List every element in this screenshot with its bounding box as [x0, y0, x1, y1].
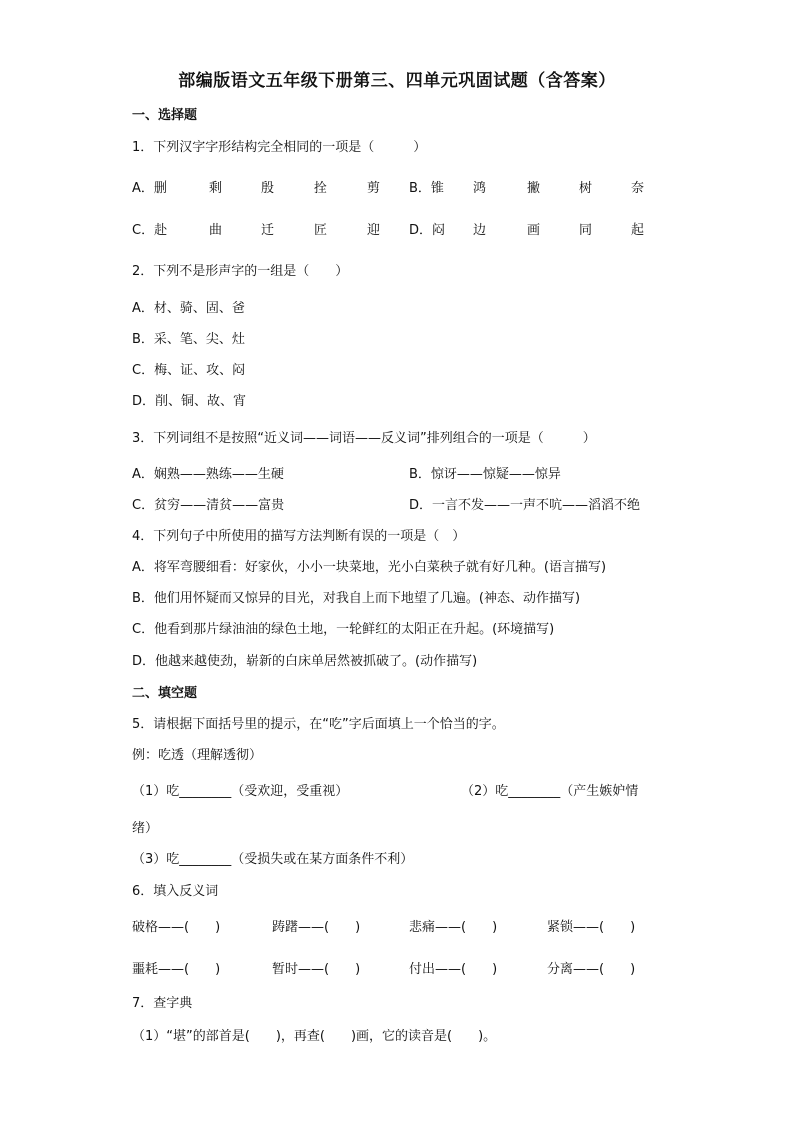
antonym-blank: 暂时——( ): [272, 962, 361, 977]
question-4-option-a: A．将军弯腰细看：好家伙，小小一块菜地，光小白菜秧子就有好几种。(语言描写): [132, 560, 607, 575]
option-cell: C．赴: [132, 223, 168, 238]
option-cell: 拴: [314, 181, 328, 196]
question-5-item-2: （2）吃________（产生嫉妒情: [461, 784, 639, 799]
question-2-option-c: C．梅、证、攻、闷: [132, 363, 246, 378]
question-4-option-c: C．他看到那片绿油油的绿色土地，一轮鲜红的太阳正在升起。(环境描写): [132, 622, 555, 637]
option-cell: 树: [579, 181, 593, 196]
option-cell: 匠: [314, 223, 328, 238]
option-cell: 迁: [261, 223, 275, 238]
question-3-option-a: A．娴熟——熟练——生硬: [132, 467, 284, 482]
option-cell: 画: [527, 223, 541, 238]
question-1-stem: 1．下列汉字字形结构完全相同的一项是（ ）: [132, 140, 427, 155]
option-cell: 同: [579, 223, 593, 238]
section-heading-fill: 二、填空题: [132, 686, 198, 701]
option-cell: 起: [631, 223, 645, 238]
option-cell: 边: [473, 223, 487, 238]
question-1-row-ab: [132, 177, 672, 197]
page-title: 部编版语文五年级下册第三、四单元巩固试题（含答案）: [178, 71, 616, 91]
question-4-stem: 4．下列句子中所使用的描写方法判断有误的一项是（ ）: [132, 529, 466, 544]
option-cell: B．锥: [409, 181, 444, 196]
antonym-blank: 破格——( ): [132, 920, 221, 935]
question-2-option-b: B．采、笔、尖、灶: [132, 332, 245, 347]
question-7-stem: 7．查字典: [132, 996, 193, 1011]
question-3-option-d: D．一言不发——一声不吭——滔滔不绝: [409, 498, 641, 513]
question-3-option-b: B．惊讶——惊疑——惊异: [409, 467, 561, 482]
question-3-stem: 3．下列词组不是按照“近义词——词语——反义词”排列组合的一项是（ ）: [132, 431, 596, 446]
section-heading-choice: 一、选择题: [132, 108, 198, 123]
option-cell: 鸿: [473, 181, 487, 196]
option-cell: 剩: [209, 181, 223, 196]
question-1-row-cd: [132, 219, 672, 239]
question-3-option-c: C．贫穷——清贫——富贵: [132, 498, 285, 513]
antonym-blank: 付出——( ): [409, 962, 498, 977]
option-cell: 殷: [261, 181, 275, 196]
antonym-blank: 紧锁——( ): [547, 920, 636, 935]
question-4-option-b: B．他们用怀疑而又惊异的目光，对我自上而下地望了几遍。(神态、动作描写): [132, 591, 581, 606]
question-7-item-1: （1）“堪”的部首是( )，再查( )画，它的读音是( )。: [132, 1029, 497, 1044]
question-5-example: 例：吃透（理解透彻）: [132, 748, 263, 763]
option-cell: 撇: [527, 181, 541, 196]
question-5-item-2-continued: 绪）: [132, 821, 159, 836]
option-cell: D．闷: [409, 223, 446, 238]
question-5-stem: 5．请根据下面括号里的提示，在“吃”字后面填上一个恰当的字。: [132, 717, 505, 732]
question-6-row-2: [132, 958, 672, 978]
question-2-option-d: D．削、铜、故、宵: [132, 394, 247, 409]
antonym-blank: 分离——( ): [547, 962, 636, 977]
antonym-blank: 踌躇——( ): [272, 920, 361, 935]
option-cell: 迎: [367, 223, 381, 238]
question-2-option-a: A．材、骑、固、爸: [132, 301, 245, 316]
antonym-blank: 噩耗——( ): [132, 962, 221, 977]
question-5-item-3: （3）吃________（受损失或在某方面条件不利）: [132, 852, 414, 867]
option-cell: A．删: [132, 181, 167, 196]
question-6-row-1: [132, 916, 672, 936]
option-cell: 奈: [631, 181, 645, 196]
question-5-item-1: （1）吃________（受欢迎，受重视）: [132, 784, 349, 799]
antonym-blank: 悲痛——( ): [409, 920, 498, 935]
option-cell: 曲: [209, 223, 223, 238]
question-4-option-d: D．他越来越使劲，崭新的白床单居然被抓破了。(动作描写): [132, 654, 478, 669]
option-cell: 剪: [367, 181, 381, 196]
question-6-stem: 6．填入反义词: [132, 884, 219, 899]
question-2-stem: 2．下列不是形声字的一组是（ ）: [132, 264, 349, 279]
